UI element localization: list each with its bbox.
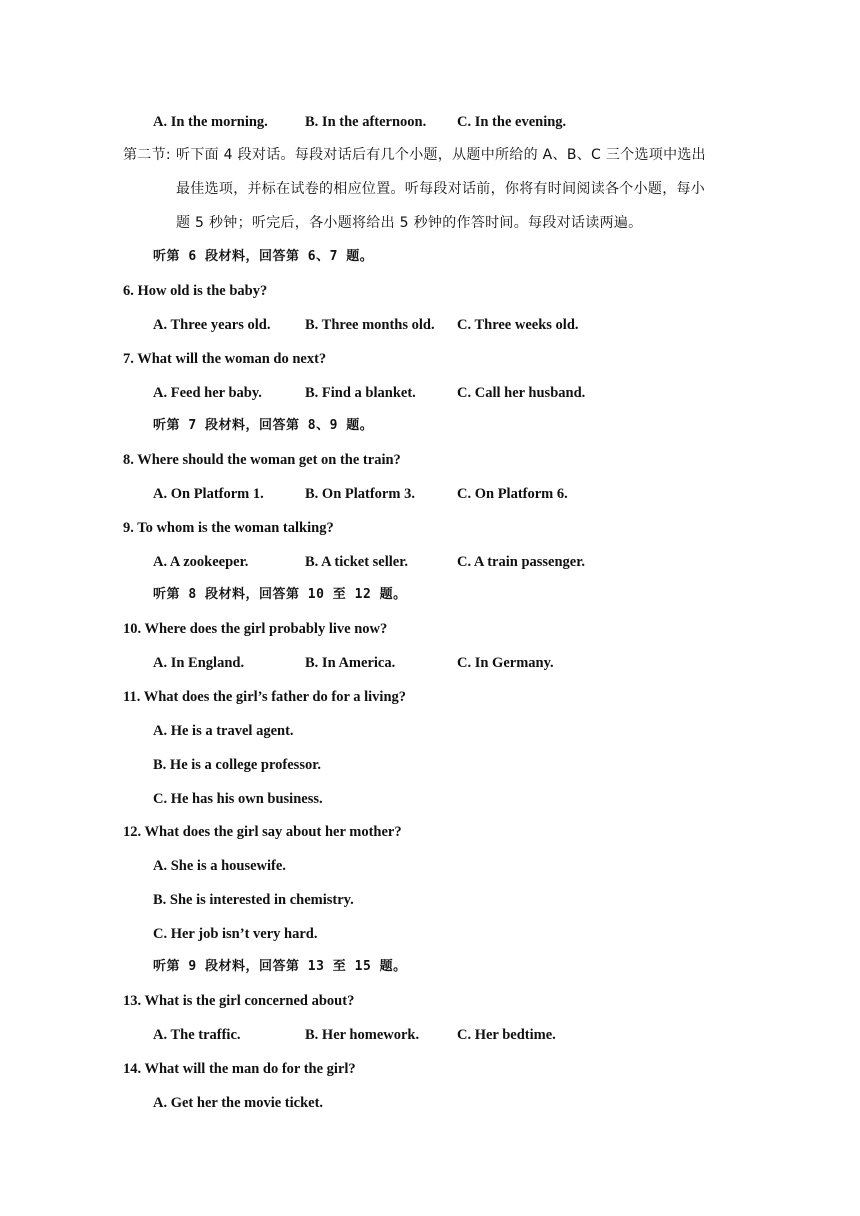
q11-option-c: C. He has his own business. (153, 791, 323, 807)
listening-note-7: 听第 7 段材料，回答第 8、9 题。 (153, 418, 374, 433)
listening-note-8: 听第 8 段材料，回答第 10 至 12 题。 (153, 587, 407, 602)
listening-note-9: 听第 9 段材料，回答第 13 至 15 题。 (153, 959, 407, 974)
q9-option-c: C. A train passenger. (457, 554, 585, 570)
q12-option-b: B. She is interested in chemistry. (153, 892, 354, 908)
q10-option-b: B. In America. (305, 655, 396, 671)
q6-option-b: B. Three months old. (305, 317, 435, 333)
section2-instruction-line1: 听下面 4 段对话。每段对话后有几个小题，从题中所给的 A、B、C 三个选项中选出 (176, 147, 706, 163)
q12-option-a: A. She is a housewife. (153, 858, 286, 874)
q11-option-a: A. He is a travel agent. (153, 723, 294, 739)
q8-option-a: A. On Platform 1. (153, 486, 264, 502)
q13-option-c: C. Her bedtime. (457, 1027, 556, 1043)
question-9: 9. To whom is the woman talking? (123, 520, 334, 536)
section2-instruction-line3: 题 5 秒钟；听完后，各小题将给出 5 秒钟的作答时间。每段对话读两遍。 (176, 215, 643, 231)
question-12: 12. What does the girl say about her mother? (123, 824, 402, 840)
q13-option-a: A. The traffic. (153, 1027, 241, 1043)
q9-option-b: B. A ticket seller. (305, 554, 408, 570)
q8-option-b: B. On Platform 3. (305, 486, 415, 502)
q7-option-c: C. Call her husband. (457, 385, 586, 401)
q13-option-b: B. Her homework. (305, 1027, 420, 1043)
question-13: 13. What is the girl concerned about? (123, 993, 355, 1009)
q10-option-a: A. In England. (153, 655, 245, 671)
question-8: 8. Where should the woman get on the train? (123, 452, 401, 468)
q7-option-a: A. Feed her baby. (153, 385, 262, 401)
q6-option-a: A. Three years old. (153, 317, 271, 333)
q5-option-b: B. In the afternoon. (305, 114, 427, 130)
q5-option-c: C. In the evening. (457, 114, 567, 130)
section2-label: 第二节: (123, 147, 171, 163)
q11-option-b: B. He is a college professor. (153, 757, 321, 773)
q10-option-c: C. In Germany. (457, 655, 554, 671)
question-6: 6. How old is the baby? (123, 283, 268, 299)
question-10: 10. Where does the girl probably live now? (123, 621, 388, 637)
q8-option-c: C. On Platform 6. (457, 486, 568, 502)
question-7: 7. What will the woman do next? (123, 351, 327, 367)
q6-option-c: C. Three weeks old. (457, 317, 579, 333)
section2-instruction-line2: 最佳选项，并标在试卷的相应位置。听每段对话前，你将有时间阅读各个小题，每小 (176, 181, 706, 197)
q9-option-a: A. A zookeeper. (153, 554, 249, 570)
q12-option-c: C. Her job isn’t very hard. (153, 926, 318, 942)
listening-note-6: 听第 6 段材料，回答第 6、7 题。 (153, 249, 374, 264)
q7-option-b: B. Find a blanket. (305, 385, 416, 401)
q14-option-a: A. Get her the movie ticket. (153, 1095, 324, 1111)
q5-option-a: A. In the morning. (153, 114, 268, 130)
question-14: 14. What will the man do for the girl? (123, 1061, 356, 1077)
question-11: 11. What does the girl’s father do for a living? (123, 689, 407, 705)
